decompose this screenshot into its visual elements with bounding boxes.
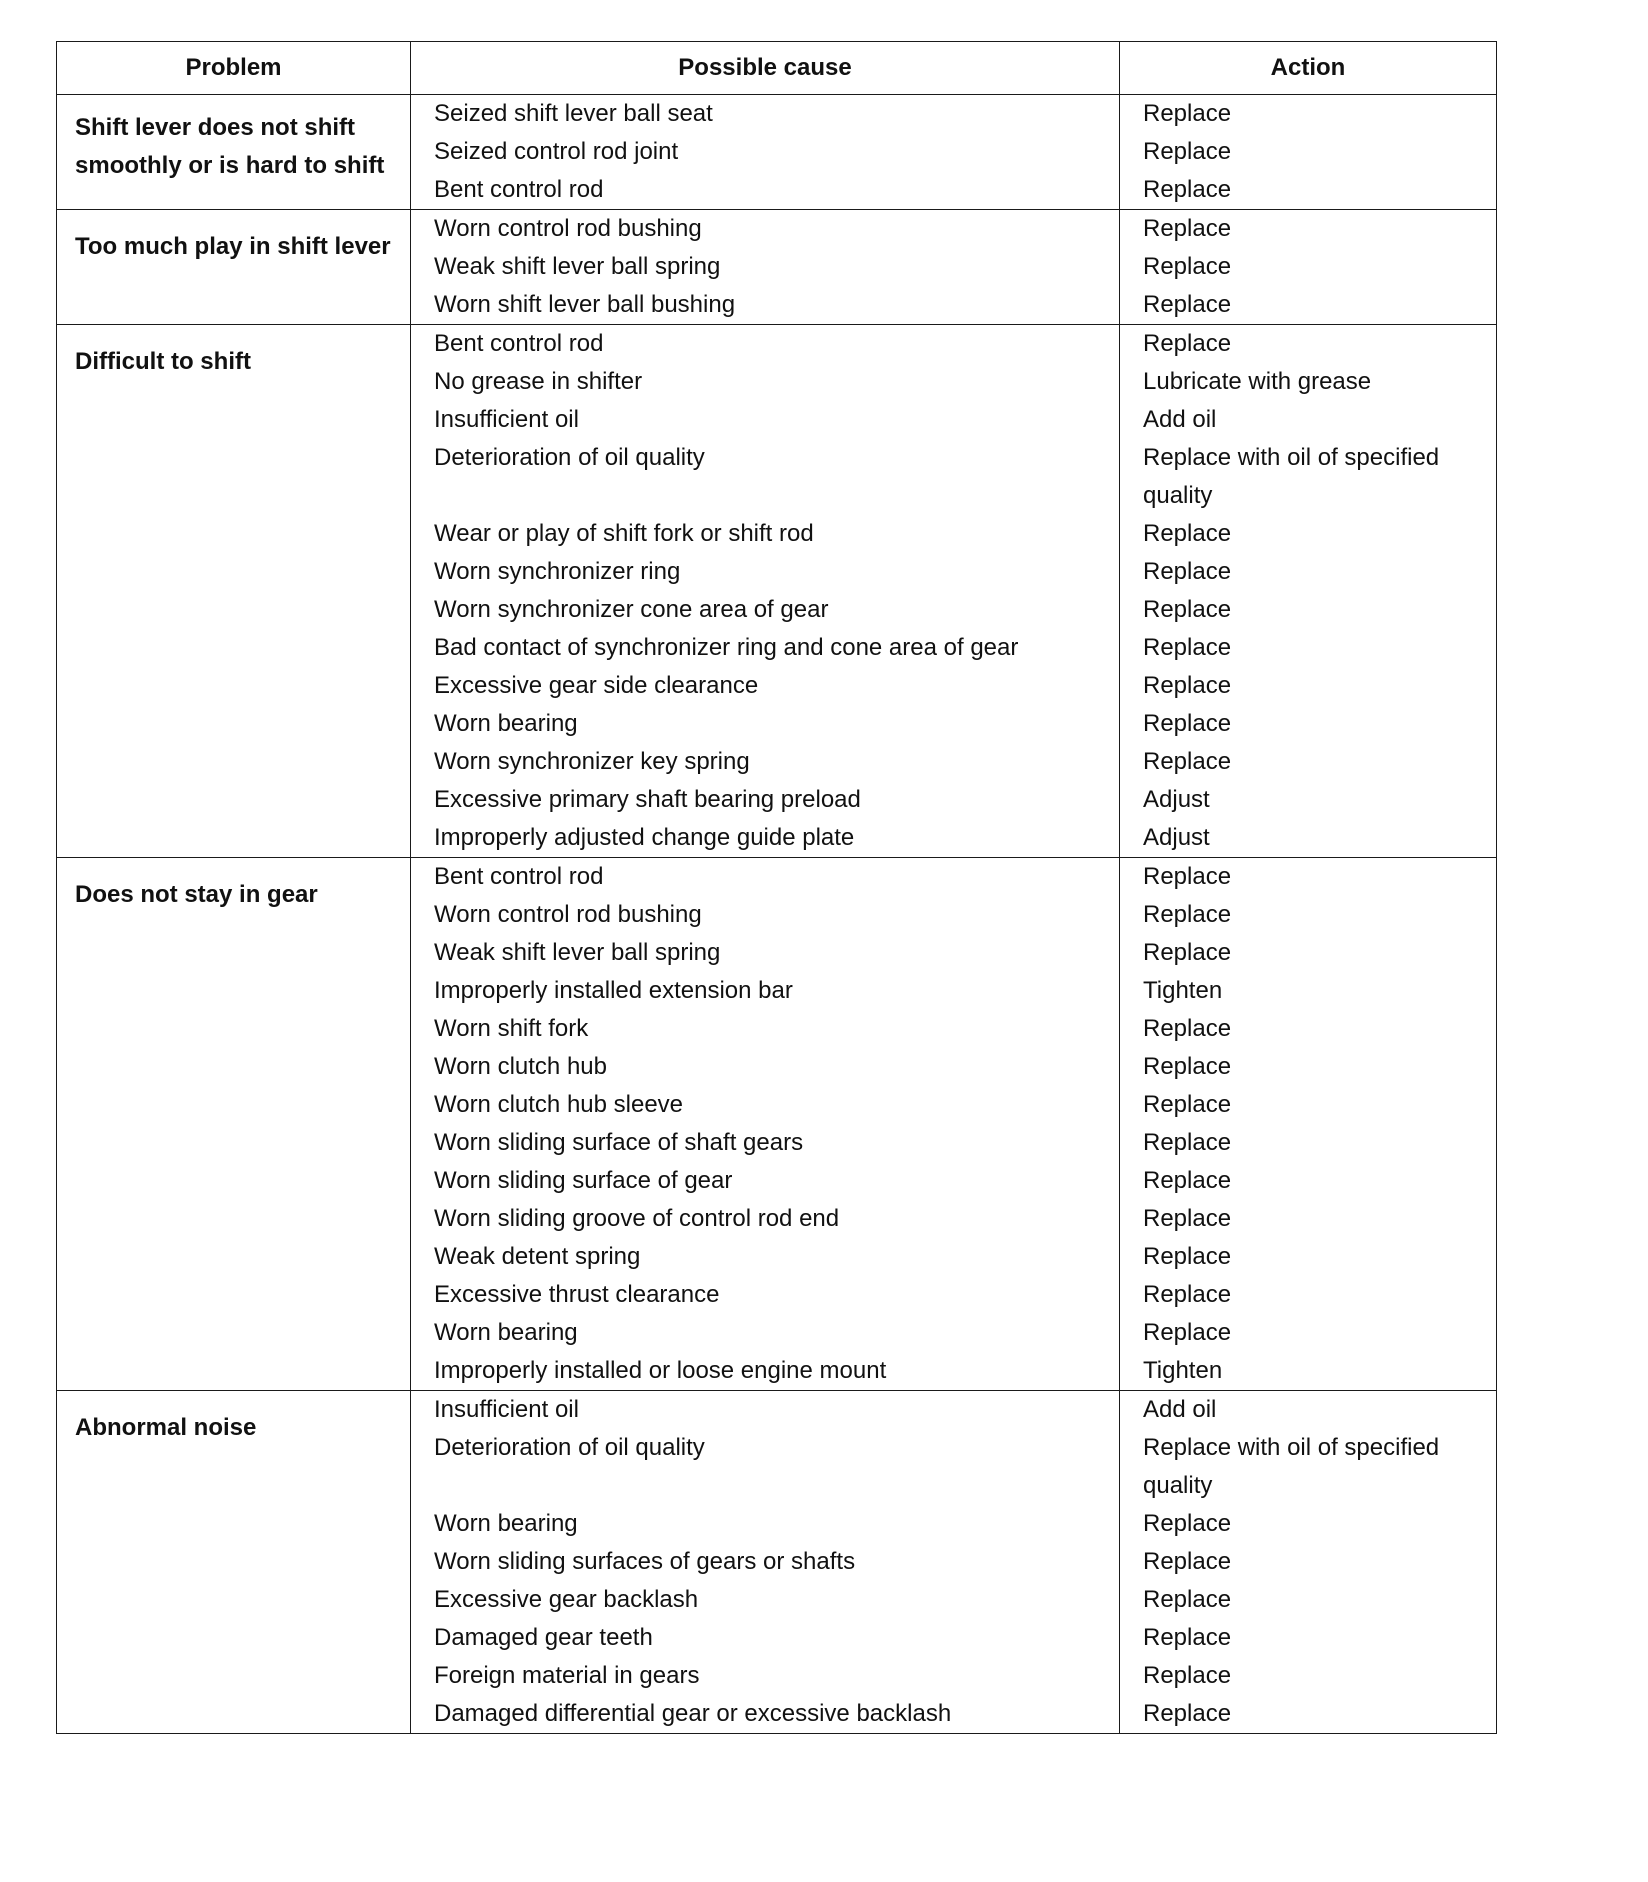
cause-text: Worn bearing [434, 1319, 578, 1346]
cause-cell [411, 210, 1120, 325]
cause-text: Worn sliding surfaces of gears or shafts [434, 1548, 856, 1575]
action-text: Lubricate with grease [1143, 368, 1372, 395]
action-text: Replace [1143, 253, 1232, 280]
cause-text: Worn clutch hub sleeve [434, 1091, 684, 1118]
cause-text: Weak shift lever ball spring [434, 939, 721, 966]
problem-group-row [57, 210, 1497, 325]
action-text: Adjust [1143, 824, 1210, 851]
action-text: Replace [1143, 1662, 1232, 1689]
action-text: Replace [1143, 672, 1232, 699]
cause-text: Bad contact of synchronizer ring and cone area of gear [434, 634, 1019, 661]
problem-group-row [57, 95, 1497, 210]
action-cell [1120, 325, 1497, 858]
cause-text: Weak detent spring [434, 1243, 641, 1270]
action-text: Replace [1143, 1167, 1232, 1194]
action-text: Replace [1143, 1319, 1232, 1346]
cause-text: Worn shift fork [434, 1015, 589, 1042]
action-text: Replace [1143, 291, 1232, 318]
action-text: Replace [1143, 901, 1232, 928]
action-text: Replace [1143, 1205, 1232, 1232]
cause-text: Worn synchronizer cone area of gear [434, 596, 829, 623]
action-text: Tighten [1143, 977, 1223, 1004]
action-text: Replace [1143, 634, 1232, 661]
action-text: Replace [1143, 100, 1232, 127]
action-text: Adjust [1143, 786, 1210, 813]
problem-cell: Too much play in shift lever [57, 210, 411, 325]
cause-text: Improperly adjusted change guide plate [434, 824, 855, 851]
cause-text: Worn bearing [434, 1510, 578, 1537]
problem-group-row [57, 858, 1497, 1391]
cause-text: Worn control rod bushing [434, 901, 702, 928]
action-text: Replace [1143, 215, 1232, 242]
cause-text: Excessive thrust clearance [434, 1281, 720, 1308]
cause-text: Worn synchronizer key spring [434, 748, 750, 775]
action-text: Replace [1143, 748, 1232, 775]
action-text: Add oil [1143, 406, 1217, 433]
cause-text: Insufficient oil [434, 406, 579, 433]
cause-text: Insufficient oil [434, 1396, 579, 1423]
problem-cell: Abnormal noise [57, 1391, 411, 1734]
action-text: Replace [1143, 1586, 1232, 1613]
action-text: Replace with oil of specified quality [1143, 444, 1440, 509]
action-text: Replace [1143, 1015, 1232, 1042]
action-text: Replace [1143, 1700, 1232, 1727]
cause-text: Deterioration of oil quality [434, 1434, 705, 1461]
header-possible-cause: Possible cause [411, 42, 1120, 95]
action-cell [1120, 858, 1497, 1391]
cause-cell [411, 325, 1120, 858]
cause-text: Deterioration of oil quality [434, 444, 705, 471]
cause-text: Seized control rod joint [434, 138, 679, 165]
cause-text: Weak shift lever ball spring [434, 253, 721, 280]
action-cell [1120, 95, 1497, 210]
table-body [57, 95, 1497, 1734]
problem-cell: Does not stay in gear [57, 858, 411, 1391]
action-text: Replace [1143, 710, 1232, 737]
cause-text: Damaged differential gear or excessive backlash [434, 1700, 952, 1727]
action-text: Replace [1143, 939, 1232, 966]
action-text: Replace [1143, 1053, 1232, 1080]
cause-text: Excessive gear side clearance [434, 672, 759, 699]
cause-text: Worn control rod bushing [434, 215, 702, 242]
cause-text: Bent control rod [434, 863, 604, 890]
cause-text: Bent control rod [434, 330, 604, 357]
cause-cell [411, 95, 1120, 210]
cause-text: Worn synchronizer ring [434, 558, 681, 585]
cause-text: Bent control rod [434, 176, 604, 203]
cause-text: Worn sliding groove of control rod end [434, 1205, 840, 1232]
action-text: Replace [1143, 1129, 1232, 1156]
problem-cell: Difficult to shift [57, 325, 411, 858]
problem-cell: Shift lever does not shift smoothly or is hard to shift [57, 95, 411, 210]
cause-text: Excessive primary shaft bearing preload [434, 786, 861, 813]
action-text: Replace [1143, 520, 1232, 547]
cause-cell [411, 1391, 1120, 1734]
action-text: Replace [1143, 863, 1232, 890]
action-text: Replace [1143, 330, 1232, 357]
header-action: Action [1120, 42, 1497, 95]
cause-cell [411, 858, 1120, 1391]
action-text: Replace [1143, 1091, 1232, 1118]
action-text: Replace [1143, 176, 1232, 203]
action-text: Replace [1143, 1548, 1232, 1575]
cause-text: Wear or play of shift fork or shift rod [434, 520, 814, 547]
action-text: Replace [1143, 1510, 1232, 1537]
problem-group-row [57, 325, 1497, 858]
action-text: Replace with oil of specified quality [1143, 1434, 1440, 1499]
action-text: Replace [1143, 1243, 1232, 1270]
cause-text: No grease in shifter [434, 368, 643, 395]
cause-text: Improperly installed or loose engine mount [434, 1357, 887, 1384]
cause-text: Worn shift lever ball bushing [434, 291, 736, 318]
action-text: Add oil [1143, 1396, 1217, 1423]
cause-text: Improperly installed extension bar [434, 977, 793, 1004]
problem-group-row [57, 1391, 1497, 1734]
troubleshooting-table [56, 41, 1497, 1734]
cause-text: Damaged gear teeth [434, 1624, 653, 1651]
action-text: Replace [1143, 1281, 1232, 1308]
action-cell [1120, 210, 1497, 325]
header-row [57, 42, 1497, 95]
action-text: Replace [1143, 138, 1232, 165]
cause-text: Seized shift lever ball seat [434, 100, 713, 127]
cause-text: Worn bearing [434, 710, 578, 737]
cause-text: Worn sliding surface of gear [434, 1167, 733, 1194]
action-text: Replace [1143, 558, 1232, 585]
cause-text: Worn sliding surface of shaft gears [434, 1129, 804, 1156]
action-text: Replace [1143, 596, 1232, 623]
action-text: Replace [1143, 1624, 1232, 1651]
cause-text: Excessive gear backlash [434, 1586, 699, 1613]
header-problem: Problem [57, 42, 411, 95]
cause-text: Foreign material in gears [434, 1662, 700, 1689]
action-text: Tighten [1143, 1357, 1223, 1384]
cause-text: Worn clutch hub [434, 1053, 607, 1080]
action-cell [1120, 1391, 1497, 1734]
